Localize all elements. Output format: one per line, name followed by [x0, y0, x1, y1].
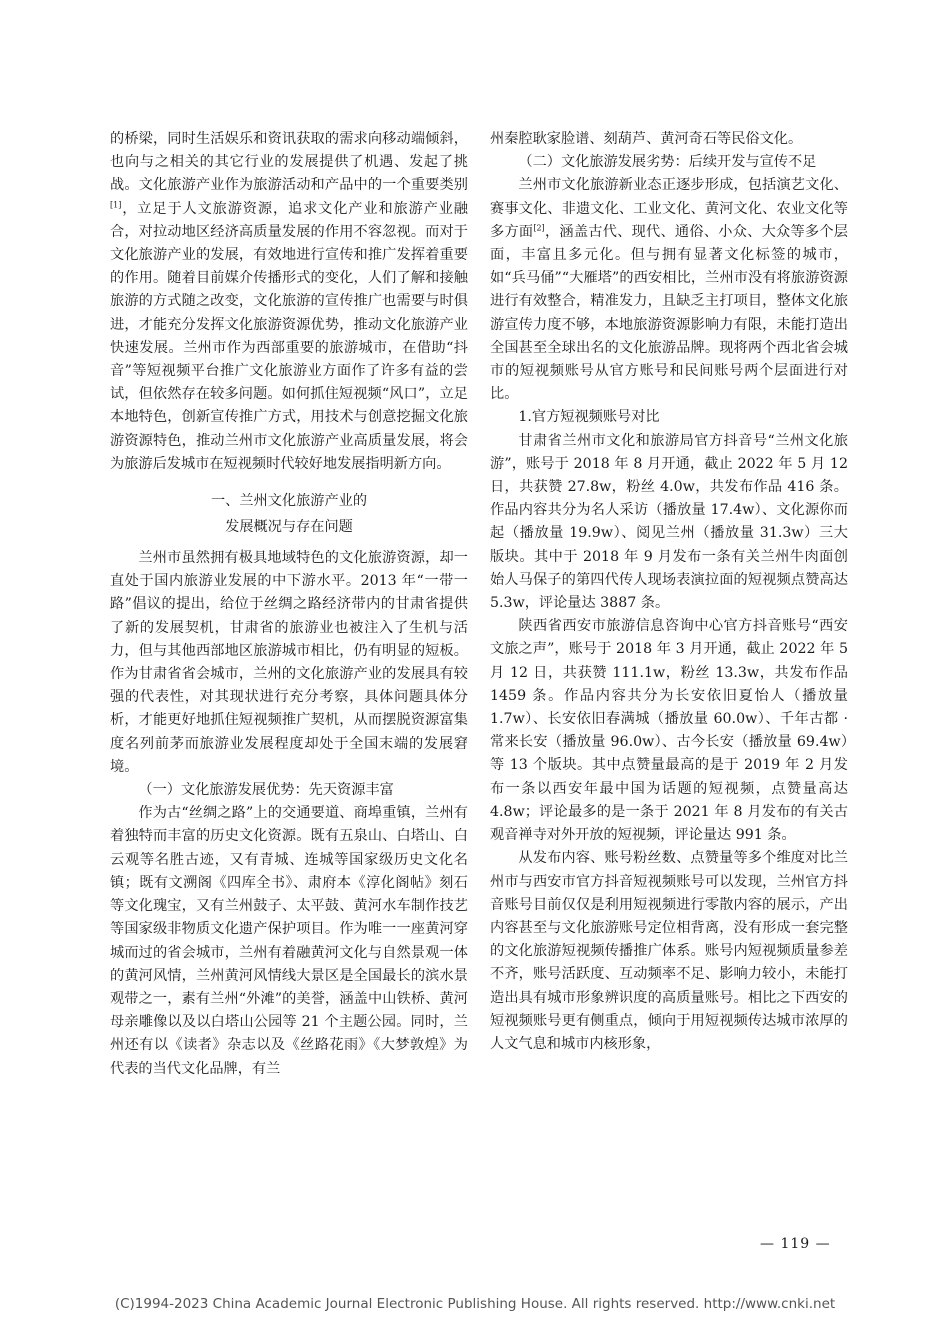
body-paragraph: 陕西省西安市旅游信息咨询中心官方抖音账号“西安文旅之声”，账号于 2018 年 3 月开通，截止 2022 年 5 月 12 日，共获赞 111.1w，粉丝 13.3w，共发布作品 1459 条。作品内容共分为长安依旧夏怡人（播放量 1.7w）、长安依旧春满城（播放量 60.0w）、千年古都 · 常来长安（播放量 96.0w）、古今长安（播放量 69.4w）等 13 个版块。其中点赞量最高的是于 2019 年 2 月发布一条以西安年最中国为话题的短视频，点赞量高达 4.8w；评论最多的是一条于 2021 年 8 月发布的有关古观音禅寺对外开放的短视频，评论量达 991 条。	[490, 618, 848, 844]
body-paragraph	[110, 128, 468, 476]
citation-marker: [1]	[110, 199, 122, 209]
subsection-heading: 1.官方短视频账号对比	[518, 409, 660, 426]
paragraph-text: ，涵盖古代、现代、通俗、小众、大众等多个层面，丰富且多元化。但与拥有显著文化标签的城市，如“兵马俑”“大雁塔”的西安相比，兰州市没有将旅游资源进行有效整合，精准发力，且缺乏主打项目，整体文化旅游宣传力度不够，本地旅游资源影响力有限，未能打造出全国甚至全球出名的文化旅游品牌。现将两个西北省会城市的短视频账号从官方账号和民间账号两个层面进行对比。	[490, 223, 848, 403]
body-paragraph: 甘肃省兰州市文化和旅游局官方抖音号“兰州文化旅游”，账号于 2018 年 8 月开通，截止 2022 年 5 月 12 日，共获赞 27.8w，粉丝 4.0w，共发布作品 416 条。作品内容共分为名人采访（播放量 17.4w）、文化源你而起（播放量 19.9w）、阅见兰州（播放量 31.3w）三大版块。其中于 2018 年 9 月发布一条有关兰州牛肉面创始人马保子的第四代传人现场表演拉面的短视频点赞高达 5.3w，评论量达 3887 条。	[490, 432, 848, 612]
body-paragraph: 从发布内容、账号粉丝数、点赞量等多个维度对比兰州市与西安市官方抖音短视频账号可以发现，兰州官方抖音账号目前仅仅是利用短视频进行零散内容的展示，产出内容甚至与文化旅游账号定位相背离，没有形成一套完整的文化旅游短视频传播推广体系。账号内短视频质量参差不齐，账号活跃度、互动频率不足、影响力较小，未能打造出具有城市形象辨识度的高质量账号。相比之下西安的短视频账号更有侧重点，倾向于用短视频传达城市浓厚的人文气息和城市内核形象，	[490, 850, 848, 1052]
section-heading	[110, 488, 468, 540]
citation-marker: [2]	[533, 223, 545, 233]
subsection-heading: （二）文化旅游发展劣势：后续开发与宣传不足	[518, 154, 817, 171]
paragraph-text: 兰州市文化旅游新业态正逐步形成，包括演艺文化、赛事文化、非遗文化、工业文化、黄河文化、农业文化等多方面	[490, 177, 848, 240]
body-paragraph: 作为古“丝绸之路”上的交通要道、商埠重镇，兰州有着独特而丰富的历史文化资源。既有五泉山、白塔山、白云观等名胜古迹，又有青城、连城等国家级历史文化名镇；既有文溯阁《四库全书》、肃府本《淳化阁帖》刻石等文化瑰宝，又有兰州鼓子、太平鼓、黄河水车制作技艺等国家级非物质文化遗产保护项目。作为唯一一座黄河穿城而过的省会城市，兰州有着融黄河文化与自然景观一体的黄河风情，兰州黄河风情线大景区是全国最长的滨水景观带之一，素有兰州“外滩”的美誉，涵盖中山铁桥、黄河母亲雕像以及以白塔山公园等 21 个主题公园。同时，兰州还有以《读者》杂志以及《丝路花雨》《大梦敦煌》为代表的当代文化品牌，有兰	[110, 805, 468, 1077]
left-column	[110, 128, 468, 1081]
paragraph-text: 的桥梁，同时生活娱乐和资讯获取的需求向移动端倾斜，也向与之相关的其它行业的发展提供了机遇、发起了挑战。文化旅游产业作为旅游活动和产品中的一个重要类别	[110, 131, 468, 194]
body-paragraph: 兰州市虽然拥有极具地域特色的文化旅游资源，却一直处于国内旅游业发展的中下游水平。2013 年“一带一路”倡议的提出，给位于丝绸之路经济带内的甘肃省提供了新的发展契机，甘肃省的旅游业也被注入了生机与活力，但与其他西部地区旅游城市相比，仍有明显的短板。作为甘肃省省会城市，兰州的文化旅游产业的发展具有较强的代表性，对其现状进行充分考察，具体问题具体分析，才能更好地抓住短视频推广契机，从而摆脱资源富集度名列前茅而旅游业发展程度却处于全国末端的发展窘境。	[110, 550, 468, 775]
copyright-footer: (C)1994-2023 China Academic Journal Electronic Publishing House. All rights reserved. http://www.cnki.net	[114, 1296, 836, 1312]
heading-line: 发展概况与存在问题	[225, 519, 353, 536]
subsection-heading: （一）文化旅游发展优势：先天资源丰富	[138, 782, 394, 799]
body-paragraph	[490, 174, 848, 406]
heading-line: 一、兰州文化旅游产业的	[210, 493, 368, 510]
right-column	[490, 128, 848, 1056]
body-paragraph: 州秦腔耿家脸谱、刻葫芦、黄河奇石等民俗文化。	[490, 131, 803, 147]
paragraph-text: ，立足于人文旅游资源，追求文化产业和旅游产业融合，对拉动地区经济高质量发展的作用不容忽视。而对于文化旅游产业的发展，有效地进行宣传和推广发挥着重要的作用。随着目前媒介传播形式的变化，人们了解和接触旅游的方式随之改变，文化旅游的宣传推广也需要与时俱进，才能充分发挥文化旅游资源优势，推动文化旅游产业快速发展。兰州市作为西部重要的旅游城市，在借助“抖音”等短视频平台推广文化旅游业方面作了许多有益的尝试，但依然存在较多问题。如何抓住短视频“风口”，立足本地特色，创新宣传推广方式，用技术与创意挖掘文化旅游资源特色，推动兰州市文化旅游产业高质量发展，将会为旅游后发城市在短视频时代较好地发展指明新方向。	[110, 200, 468, 472]
page-number: — 119 —	[760, 1236, 831, 1252]
